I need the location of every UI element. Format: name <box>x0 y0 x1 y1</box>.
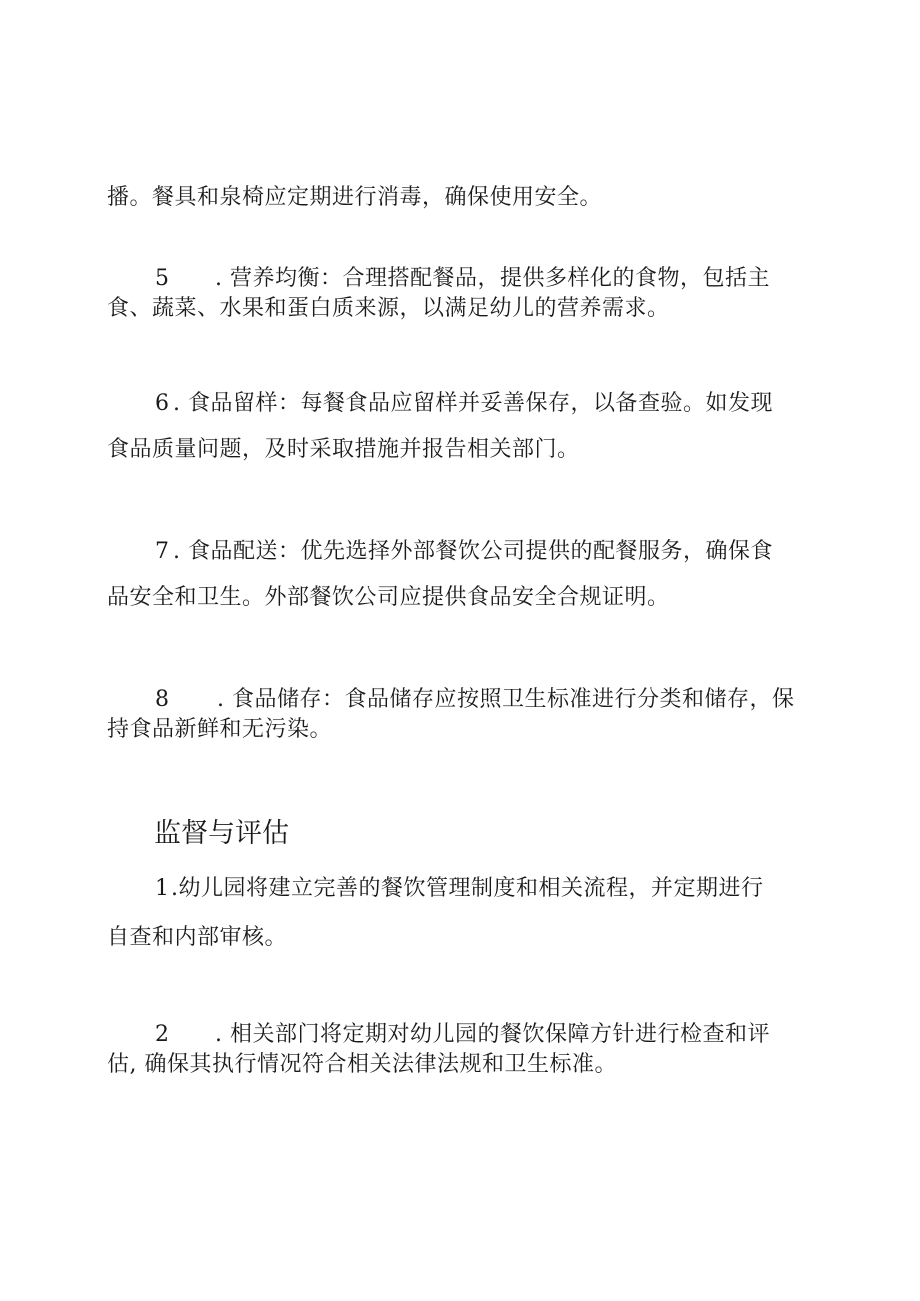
list-item-8-line1 <box>155 687 795 713</box>
list-item-8-line2: 持食品新鲜和无污染。 <box>107 717 333 742</box>
list-item-6-line2: 食品质量问题，及时采取措施并报告相关部门。 <box>107 437 580 462</box>
list-item-text: . 食品配送：优先选择外部餐饮公司提供的配餐服务，确保食 <box>173 539 773 564</box>
list-item-text: . 食品储存：食品储存应按照卫生标准进行分类和储存，保 <box>217 687 795 712</box>
list-item-5-line2: 食、蔬菜、水果和蛋白质来源，以满足幼儿的营养需求。 <box>107 296 670 321</box>
list-item-number: 8 <box>155 687 170 712</box>
section-item-2-line1 <box>155 1022 770 1048</box>
continuation-text: 播。餐具和泉椅应定期进行消毒，确保使用安全。 <box>107 185 603 210</box>
section-item-1-line2: 自查和内部审核。 <box>107 925 288 950</box>
list-item-number: 2 <box>155 1022 170 1047</box>
list-item-7-line1 <box>155 539 773 565</box>
list-item-number: 7 <box>155 539 170 564</box>
section-item-1-line1 <box>155 876 764 902</box>
section-item-2-line2: 估, 确保其执行情况符合相关法律法规和卫生标准。 <box>107 1052 617 1077</box>
list-item-number: 6 <box>155 391 170 416</box>
list-item-5-line1 <box>155 266 770 292</box>
list-item-6-line1 <box>155 391 773 417</box>
list-item-number: 5 <box>155 266 170 291</box>
list-item-text: .幼儿园将建立完善的餐饮管理制度和相关流程，并定期进行 <box>171 876 764 901</box>
list-item-text: . 营养均衡：合理搭配餐品，提供多样化的食物，包括主 <box>215 266 770 291</box>
list-item-text: . 食品留样：每餐食品应留样并妥善保存，以备查验。如发现 <box>173 391 773 416</box>
section-heading: 监督与评估 <box>154 818 289 849</box>
list-item-text: . 相关部门将定期对幼儿园的餐饮保障方针进行检查和评 <box>215 1022 770 1047</box>
list-item-7-line2: 品安全和卫生。外部餐饮公司应提供食品安全合规证明。 <box>107 585 670 610</box>
list-item-number: 1 <box>155 876 170 901</box>
